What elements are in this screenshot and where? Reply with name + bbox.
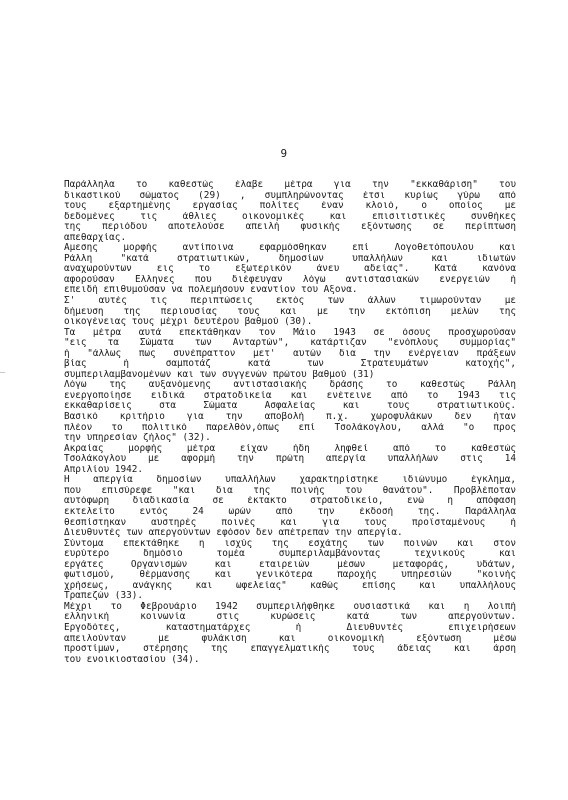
- text-line: ευρύτερο δημόσιο τομέα συμπεριλαμβάνοντας τεχνικούς και: [64, 549, 516, 560]
- text-line: οικογένειας τους μέχρι δευτέρου βαθμού (30).: [64, 317, 313, 328]
- text-line: Αμεσης μορφής αντίποινα εφαρμόσθηκαν επί Λογοθετόπουλου και: [64, 243, 516, 254]
- text-line: "εις τα Σώματα των Ανταρτών", κατάρτιζαν "ενόπλους συμμορίας": [64, 338, 516, 349]
- text-line: Ράλλη "κατά στρατιωτικών, δημοσίων υπαλλήλων και ιδιωτών: [64, 253, 516, 264]
- text-line: ελληνική κοινωνία στις κυρώσεις κατά των απεργούντων.: [64, 612, 516, 623]
- text-line: απειλούνταν με φυλάκιση και οικονομική εξόντωση μέσω: [64, 633, 516, 644]
- text-line: Τα μέτρα αυτά επεκτάθηκαν τον Μάιο 1943 σε όσους προσχωρούσαν: [64, 327, 516, 338]
- text-line: ή "άλλως πως συνέπραττον μετ' αυτών δια την ενέργειαν πράξεων: [64, 348, 516, 359]
- text-line: Μέχρι το Φεβρουάριο 1942 συμπεριλήφθηκε ουσιαστικά και η λοιπή: [64, 601, 516, 612]
- text-line: θεσπίστηκαν αυστηρές ποινές και για τους προϊσταμένους ή: [64, 517, 516, 528]
- text-line: πλέον το πολιτικό παρελθόν,όπως επί Τσολάκογλου, αλλά "ο προς: [64, 422, 516, 433]
- text-line: προστίμων, στέρησης της επαγγελματικής τους άδειας και άρση: [64, 644, 516, 655]
- text-line: βίας ή σαμποτάζ κατά των Στρατευμάτων κατοχής",: [64, 359, 516, 370]
- text-line: εκτελείτο εντός 24 ωρών από την έκδοσή της. Παράλληλα: [64, 506, 516, 517]
- text-line: Λόγω της αυξανόμενης αντιστασιακής δράσης το καθεστώς Ράλλη: [64, 380, 516, 391]
- text-line: του ενοικιοστασίου (34).: [64, 654, 200, 665]
- text-line: της περιόδου αποτελούσε απειλή φυσικής εξόντωσης σε περίπτωση: [64, 222, 516, 233]
- text-line: δεδομένες τις άθλιες οικονομικές και επισιτιστικές συνθήκες: [64, 211, 516, 222]
- text-line: δικαστικού σώματος (29) , συμπληρώνοντας έτσι κυρίως γύρω από: [64, 190, 516, 201]
- text-line: συμπεριλαμβανομένων και των συγγενών πρώτου βαθμού (31): [64, 369, 375, 380]
- text-line: επειδή επιθυμούσαν να πολεμήσουν εναντίον του Αξονα.: [64, 285, 358, 296]
- text-line: Η απεργία δημοσίων υπαλλήλων χαρακτηρίστηκε ιδιώνυμο έγκλημα,: [64, 475, 516, 486]
- text-line: Σ' αυτές τις περιπτώσεις εκτός των άλλων τιμωρούνταν με: [64, 296, 516, 307]
- text-line: φωτισμού, θέρμανσης και γενικότερα παροχής υπηρεσιών "κοινής: [64, 570, 516, 581]
- text-line: Τσολάκογλου με αφορμή την πρώτη απεργία υπαλλήλων στις 14: [64, 454, 516, 465]
- text-line: Εργοδότες, καταστηματάρχες ή Διευθυντές επιχειρήσεων: [64, 622, 516, 633]
- text-line: αναχωρούντων εις το εξωτερικόν άνευ αδείας". Κατά κανόνα: [64, 264, 516, 275]
- text-line: εκκαθαρίσεις στα Σώματα Ασφαλείας και τους στρατιωτικούς.: [64, 401, 516, 412]
- text-line: Απριλίου 1942.: [64, 464, 144, 475]
- page-number: 9: [280, 147, 288, 160]
- text-line: Βασικό κριτήριο για την αποβολή π.χ. χωροφυλάκων δεν ήταν: [64, 412, 516, 423]
- text-line: δήμευση της περιουσίας τους και με την εκτόπιση μελών της: [64, 306, 516, 317]
- text-line: τους εξαρτημένης εργασίας πολίτες έναν κλοιό, ο οποίος με: [64, 201, 516, 212]
- text-line: Τραπεζών (33).: [64, 591, 144, 602]
- text-line: ενεργοποίησε ειδικά στρατοδικεία και ενέτεινε από το 1943 τις: [64, 390, 516, 401]
- text-line: αφορούσαν Ελληνες που διέφευγαν λόγω αντιστασιακών ενεργειών ή: [64, 274, 516, 285]
- text-line: Διευθυντές των απεργούντων εφόσον δεν απέτρεπαν την απεργία.: [64, 528, 403, 539]
- body-text: [64, 180, 516, 665]
- text-line: χρήσεως, ανάγκης και ωφελείας" καθώς επίσης και υπαλλήλους: [64, 580, 516, 591]
- scan-mark: [0, 372, 5, 373]
- text-line: που επισύρεφε "και δια της ποινής του θανάτου". Προβλέποταν: [64, 485, 516, 496]
- text-line: εργάτες Οργανισμών και εταιρειών μέσων μεταφοράς, υδάτων,: [64, 559, 516, 570]
- text-line: Παράλληλα το καθεστώς έλαβε μέτρα για την "εκκαθάριση" του: [64, 180, 516, 190]
- text-line: αυτόφωρη διαδικασία σε έκτακτο στρατοδικείο, ενώ η απόφαση: [64, 496, 516, 507]
- text-line: απεθαρχίας.: [64, 232, 127, 243]
- text-line: Ακραίας μορφής μέτρα είχαν ήδη ληφθεί από το καθεστώς: [64, 443, 516, 454]
- text-line: Σύντομα επεκτάθηκε η ισχύς της εσχάτης των ποινών και στον: [64, 538, 516, 549]
- text-line: την υπηρεσίαν ζήλος" (32).: [64, 433, 211, 444]
